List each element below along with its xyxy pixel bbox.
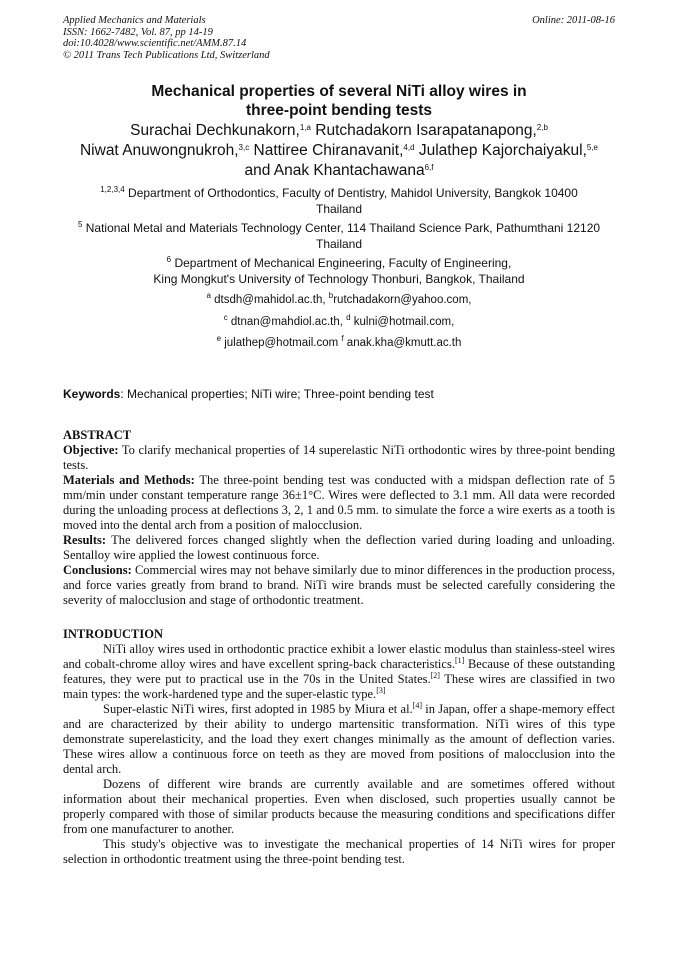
doi-line: doi:10.4028/www.scientific.net/AMM.87.14 (63, 38, 247, 49)
results-text: The delivered forces changed slightly when the deflection varied during loading and unloading. Sentalloy wire applied the lowest continuous force. (63, 533, 615, 562)
email-address: julathep@hotmail.com (221, 337, 342, 349)
abstract-heading: ABSTRACT (63, 428, 132, 442)
online-date: Online: 2011-08-16 (532, 15, 615, 26)
author-affil-mark: 4,d (403, 143, 415, 152)
objective-label: Objective: (63, 443, 119, 457)
objective-text: To clarify mechanical properties of 14 superelastic NiTi orthodontic wires by three-point bending tests. (63, 443, 615, 472)
email-mark: d (346, 313, 351, 322)
citation: [4] (412, 701, 422, 710)
email-line-3 (63, 336, 615, 350)
keywords-text: : Mechanical properties; NiTi wire; Three-point bending test (120, 387, 434, 401)
email-address: dtsdh@mahidol.ac.th, (210, 294, 329, 306)
paper-title (63, 82, 615, 120)
paragraph-text: NiTi alloy wires used in orthodontic practice exhibit a lower elastic modulus than stainless-steel wires and cobalt-chrome alloy wires and have excellent spring-back characteristics. (63, 642, 615, 671)
journal-name: Applied Mechanics and Materials (63, 15, 206, 26)
introduction-section (63, 627, 615, 867)
affil-mark: 1,2,3,4 (100, 185, 125, 194)
affil-text: Thailand (315, 202, 363, 216)
title-line-2: three-point bending tests (246, 102, 432, 119)
introduction-heading: INTRODUCTION (63, 627, 164, 641)
author-name: Niwat Anuwongnukroh, (79, 142, 239, 159)
affil-text: National Metal and Materials Technology Center, 114 Thailand Science Park, Pathumthani 12120 (82, 221, 601, 235)
methods-label: Materials and Methods: (63, 473, 195, 487)
affil-text: Department of Orthodontics, Faculty of Dentistry, Mahidol University, Bangkok 10400 (124, 186, 578, 200)
paragraph-text: These wires are classified in two main types: the work-hardened type and the super-elastic type. (63, 672, 615, 701)
affil-text: King Mongkut's University of Technology Thonburi, Bangkok, Thailand (153, 272, 525, 286)
conclusions-label: Conclusions: (63, 563, 132, 577)
email-line-2 (63, 315, 615, 329)
paragraph-text: in Japan, offer a shape-memory effect and are characterized by their ability to undergo martensitic transformation. NiTi wires of this type demonstrate superelasticity, and the load they exert changes minimally as the amount of deflection varies. These wires allow a continuous force on teeth as they are moved from positions of malocclusion into the dental arch. (63, 702, 616, 776)
author-affil-mark: 3,c (238, 143, 250, 152)
intro-paragraph-1 (63, 642, 615, 702)
email-mark: b (328, 291, 334, 300)
author-list (40, 121, 638, 181)
intro-paragraph-2 (63, 702, 615, 777)
paragraph-text: Because of these outstanding features, they were put to practical use in the 70s in the United States. (63, 657, 615, 686)
affiliation-3 (53, 255, 625, 287)
keywords (63, 387, 623, 402)
author-name: Julathep Kajorchaiyakul, (414, 142, 587, 159)
author-line-3 (40, 161, 638, 181)
author-line-1 (40, 121, 638, 141)
abstract-methods (63, 473, 615, 533)
running-header (63, 15, 615, 61)
intro-paragraph-3: Dozens of different wire brands are currently available and are sometimes offered without information about their mechanical properties. Even when disclosed, such properties usually cannot be properly compared with those of similar products because the measuring conditions and specifications differ from one manufacturer to another. (63, 777, 615, 836)
keywords-label: Keywords (63, 387, 121, 401)
affil-text: Thailand (315, 237, 363, 251)
abstract-section (63, 428, 615, 608)
affiliation-1 (53, 185, 625, 217)
affil-mark: 5 (77, 220, 83, 229)
author-name: Surachai Dechkunakorn, (130, 122, 300, 139)
abstract-results (63, 533, 615, 563)
email-address: kulni@hotmail.com, (350, 316, 455, 328)
conclusions-text: Commercial wires may not behave similarly due to minor differences in the production process, and force varies greatly from brand to brand. NiTi wire brands must be selected carefully considering the severity of malocclusion and stage of orthodontic treatment. (63, 563, 615, 607)
author-line-2 (40, 141, 638, 161)
affiliation-2 (53, 220, 625, 252)
email-address: anak.kha@kmutt.ac.th (343, 337, 462, 349)
author-name: Nattiree Chiranavanit, (249, 142, 404, 159)
email-mark: f (341, 334, 344, 343)
affil-text: Department of Mechanical Engineering, Faculty of Engineering, (171, 256, 512, 270)
email-mark: a (206, 291, 211, 300)
issn-line: ISSN: 1662-7482, Vol. 87, pp 14-19 (63, 26, 213, 38)
email-address: rutchadakorn@yahoo.com, (333, 294, 472, 306)
abstract-conclusions (63, 563, 615, 608)
author-affil-mark: 1,a (299, 123, 311, 132)
abstract-objective (63, 443, 615, 473)
citation: [1] (454, 656, 465, 665)
author-name: Rutchadakorn Isarapatanapong, (310, 122, 537, 139)
paragraph-text: Super-elastic NiTi wires, first adopted in 1985 by Miura et al. (103, 702, 413, 716)
email-mark: c (223, 313, 228, 322)
methods-text: The three-point bending test was conducted with a midspan deflection rate of 5 mm/min under constant temperature range 36±1°C. Wires were deflected to 3.1 mm. All data were recorded during the unloading process at deflections 3, 2, 1 and 0.5 mm. to simulate the force a wire exerts as a tooth is moved into the dental arch from a position of malocclusion. (63, 473, 616, 532)
author-name: and Anak Khantachawana (244, 162, 425, 179)
author-affil-mark: 5,e (586, 143, 598, 152)
affil-mark: 6 (166, 255, 172, 264)
email-line-1 (63, 293, 615, 307)
results-label: Results: (63, 533, 107, 547)
email-mark: e (216, 334, 222, 343)
copyright-line: © 2011 Trans Tech Publications Ltd, Switzerland (63, 49, 270, 61)
intro-paragraph-4: This study's objective was to investigate the mechanical properties of 14 NiTi wires for proper selection in orthodontic treatment using the three-point bending test. (63, 837, 615, 866)
title-line-1: Mechanical properties of several NiTi alloy wires in (151, 83, 527, 100)
citation: [2] (430, 671, 440, 680)
author-affil-mark: 2,b (536, 123, 548, 132)
author-affil-mark: 6,f (424, 163, 434, 172)
email-address: dtnan@mahdiol.ac.th, (227, 316, 347, 328)
citation: [3] (376, 686, 386, 695)
